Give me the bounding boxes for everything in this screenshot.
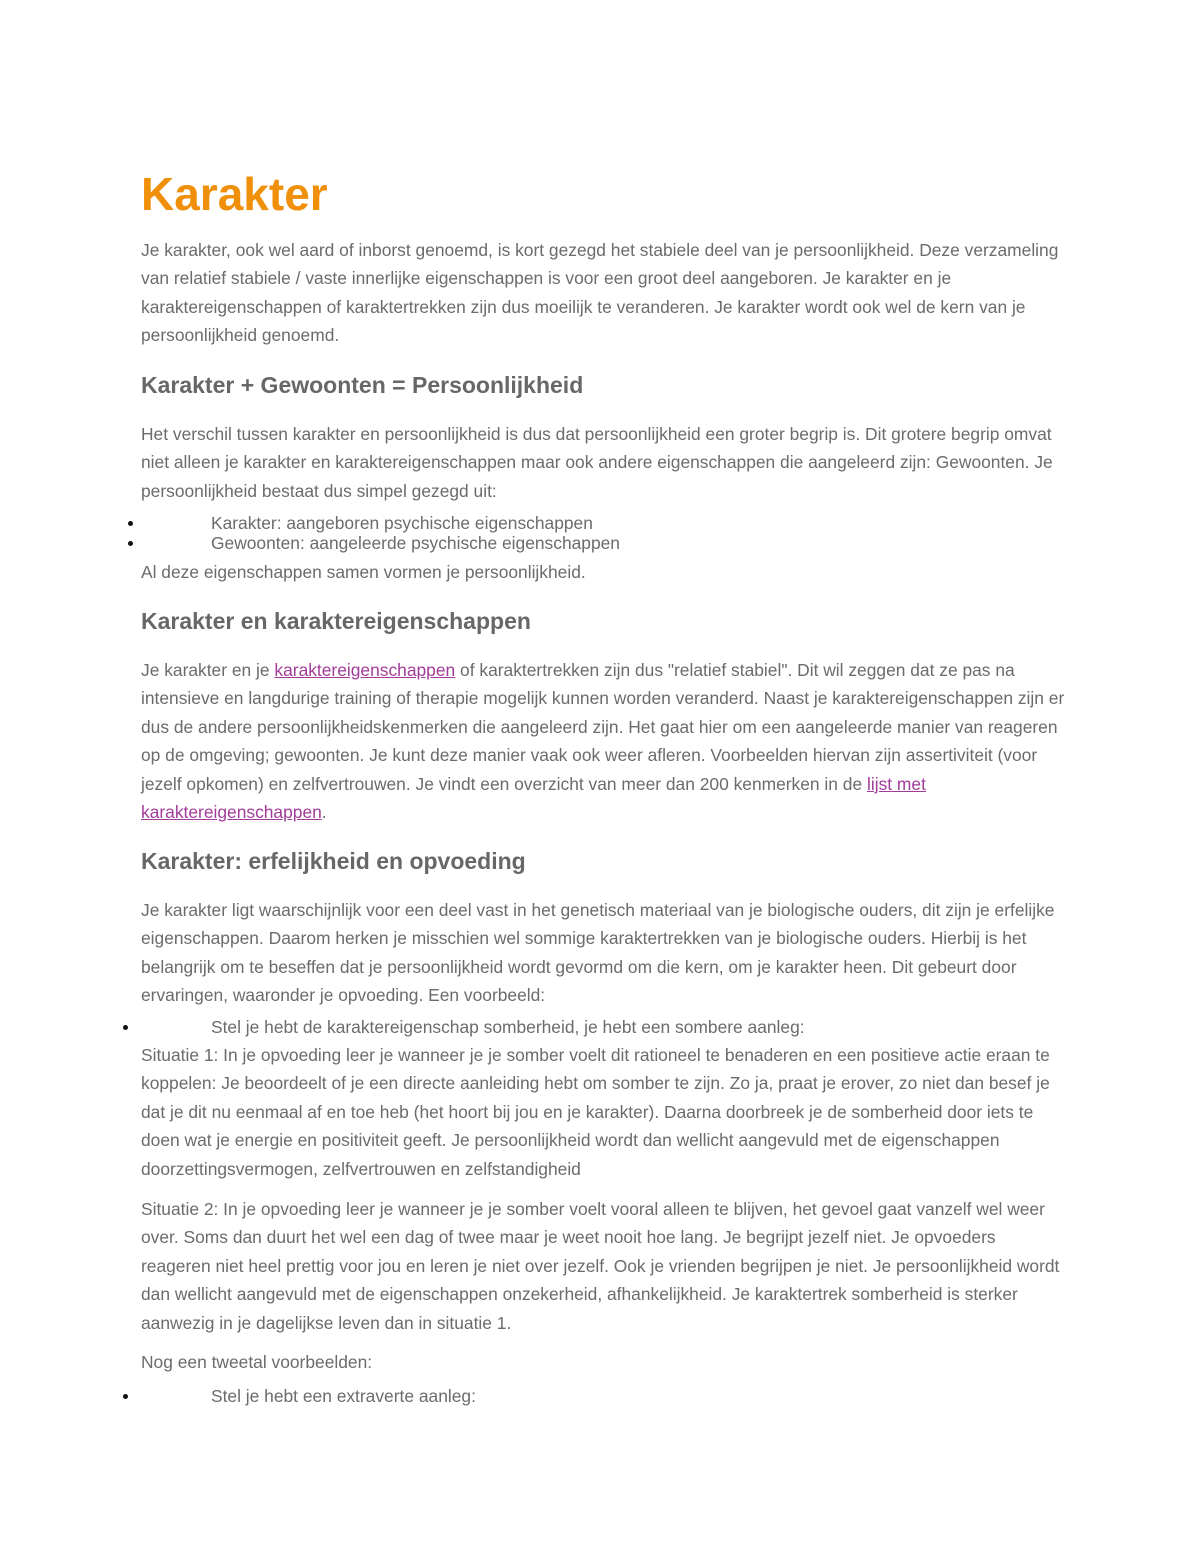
section-heading-personality: Karakter + Gewoonten = Persoonlijkheid — [141, 372, 584, 398]
link-lijst-karaktereigenschappen[interactable]: lijst met karaktereigenschappen — [141, 773, 926, 823]
traits-paragraph — [141, 656, 1066, 826]
traits-text-end: . — [321, 802, 327, 823]
bullet-icon — [128, 541, 133, 546]
link-karaktereigenschappen[interactable]: karaktereigenschappen — [274, 660, 456, 680]
section-heading-traits: Karakter en karaktereigenschappen — [141, 608, 531, 634]
list-item — [141, 532, 1066, 554]
list-item-text: Stel je hebt een extraverte aanleg: — [211, 1386, 476, 1406]
traits-text-start: Je karakter en je — [141, 660, 275, 680]
heredity-paragraph: Je karakter ligt waarschijnlijk voor een deel vast in het genetisch materiaal van je biologische ouders, dit zijn je erfelijke eigenschappen. Daarom herken je misschien wel sommige karaktertrekken van je biologische ouders. Hierbij is het belangrijk om te beseffen dat je persoonlijkheid wordt gevormd om die kern, om je karakter heen. Dit gebeurt door ervaringen, waaronder je opvoeding. Een voorbeeld: — [141, 900, 1055, 1006]
list-item-text: Stel je hebt de karaktereigenschap somberheid, je hebt een sombere aanleg: — [211, 1017, 805, 1037]
intro-paragraph: Je karakter, ook wel aard of inborst genoemd, is kort gezegd het stabiele deel van je persoonlijkheid. Deze verzameling van relatief stabiele / vaste innerlijke eigenschappen is voor een groot deel aangeboren. Je karakter en je karaktereigenschappen of karaktertrekken zijn dus moeilijk te veranderen. Je karakter wordt ook wel de kern van je persoonlijkheid genoemd. — [141, 240, 1059, 346]
section-heading-heredity: Karakter: erfelijkheid en opvoeding — [141, 848, 526, 874]
list-item — [141, 1016, 1066, 1038]
list-item — [141, 512, 1066, 534]
list-item-text: Gewoonten: aangeleerde psychische eigenschappen — [211, 533, 620, 553]
bullet-icon — [128, 521, 133, 526]
situation-2-paragraph: Situatie 2: In je opvoeding leer je wanneer je je somber voelt vooral alleen te blijven, het gevoel gaat vanzelf wel weer over. Soms dan duurt het wel een dag of twee maar je weet nooit hoe lang. Je begrijpt jezelf niet. Je opvoeders reageren niet heel prettig voor jou en leren je niet over jezelf. Ook je vrienden begrijpen je niet. Je persoonlijkheid wordt dan wellicht aangevuld met de eigenschappen onzekerheid, afhankelijkheid. Je karaktertrek somberheid is sterker aanwezig in je dagelijkse leven dan in situatie 1. — [141, 1199, 1060, 1333]
list-item — [141, 1385, 1066, 1407]
list-item-text: Karakter: aangeboren psychische eigenschappen — [211, 513, 593, 533]
bullet-icon — [123, 1394, 128, 1399]
traits-text-middle: of karaktertrekken zijn dus "relatief stabiel". Dit wil zeggen dat ze pas na intensieve en langdurige training of therapie mogelijk kunnen worden veranderd. Naast je karaktereigenschappen zijn er dus de andere persoonlijkheidskenmerken die aangeleerd zijn. Het gaat hier om een aangeleerde manier van reageren op de omgeving; gewoonten. Je kunt deze manier vaak ook weer afleren. Voorbeelden hiervan zijn assertiviteit (voor jezelf opkomen) en zelfvertrouwen. Je vindt een overzicht van meer dan 200 kenmerken in de — [141, 660, 1065, 794]
summary-line: Al deze eigenschappen samen vormen je persoonlijkheid. — [141, 562, 586, 582]
bullet-icon — [123, 1025, 128, 1030]
page-title: Karakter — [141, 168, 328, 220]
situation-1-paragraph: Situatie 1: In je opvoeding leer je wanneer je je somber voelt dit rationeel te benaderen en een positieve actie eraan te koppelen: Je beoordeelt of je een directe aanleiding hebt om somber te zijn. Zo ja, praat je erover, zo niet dan besef je dat je dit nu eenmaal af en toe heb (het hoort bij jou en je karakter). Daarna doorbreek je de somberheid door iets te doen wat je energie en positiviteit geeft. Je persoonlijkheid wordt dan wellicht aangevuld met de eigenschappen doorzettingsvermogen, zelfvertrouwen en zelfstandigheid — [141, 1045, 1050, 1179]
examples-intro: Nog een tweetal voorbeelden: — [141, 1352, 373, 1372]
personality-paragraph: Het verschil tussen karakter en persoonlijkheid is dus dat persoonlijkheid een groter begrip is. Dit grotere begrip omvat niet alleen je karakter en karaktereigenschappen maar ook andere eigenschappen die aangeleerd zijn: Gewoonten. Je persoonlijkheid bestaat dus simpel gezegd uit: — [141, 424, 1053, 501]
